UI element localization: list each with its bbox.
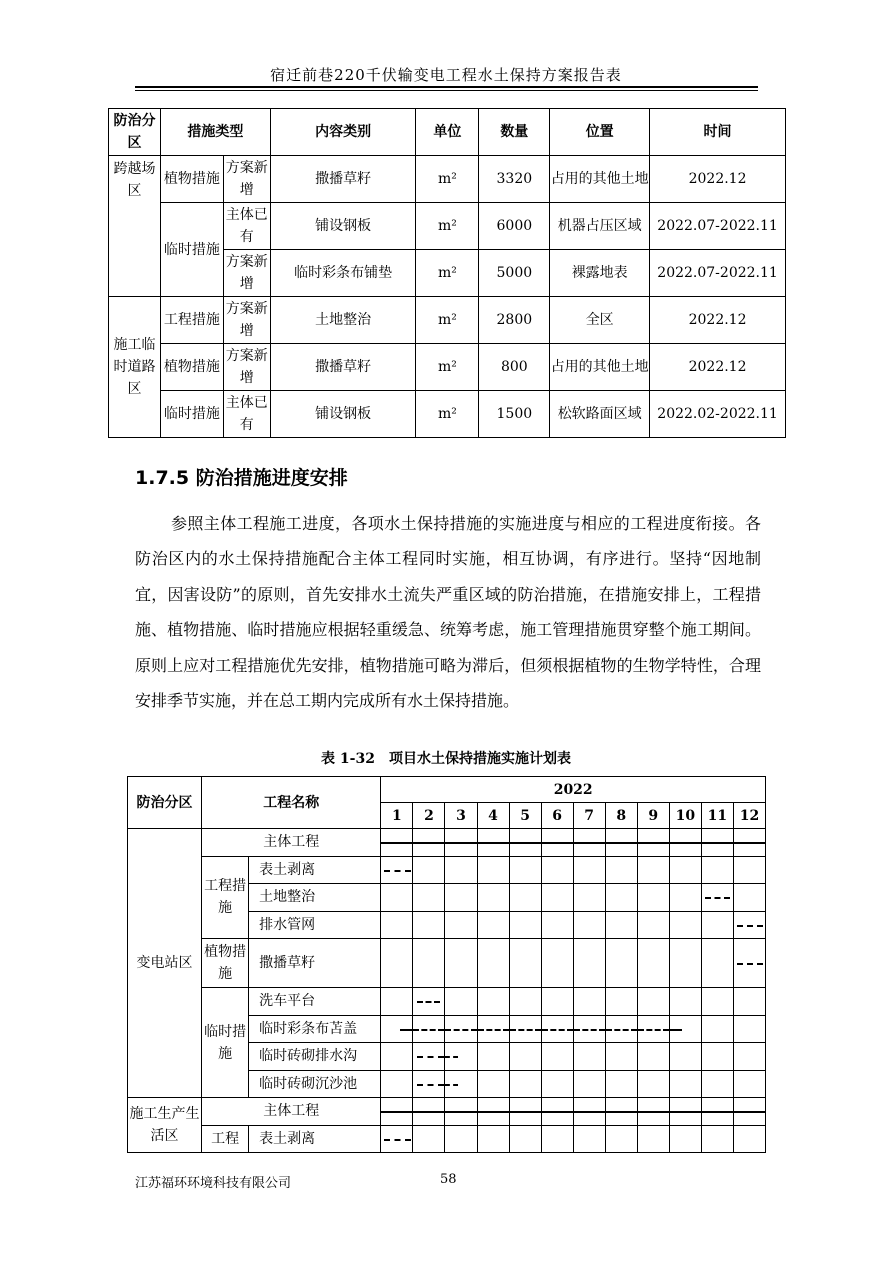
month-cell <box>541 1125 573 1153</box>
month-cell <box>381 1015 413 1043</box>
month-cell <box>669 856 701 884</box>
schedule-bar-solid <box>702 1111 733 1113</box>
content-cell: 土地整治 <box>270 297 416 344</box>
qty-cell: 5000 <box>479 250 550 297</box>
month-cell <box>541 829 573 857</box>
schedule-bar-dashed <box>737 963 763 965</box>
schedule-bar-solid <box>734 1111 765 1113</box>
month-header: 10 <box>669 803 701 829</box>
month-header: 5 <box>509 803 541 829</box>
month-cell <box>573 1043 605 1071</box>
schedule-bar-dashed <box>445 1029 476 1031</box>
month-cell <box>573 884 605 912</box>
time-cell: 2022.02-2022.11 <box>650 391 786 438</box>
month-cell <box>413 1125 445 1153</box>
month-cell <box>605 1043 637 1071</box>
task-name-cell: 主体工程 <box>202 1098 381 1126</box>
month-cell <box>605 1070 637 1098</box>
month-cell <box>477 1125 509 1153</box>
schedule-bar-solid <box>445 842 476 844</box>
month-cell <box>605 911 637 939</box>
schedule-bar-dashed <box>384 870 410 872</box>
month-cell <box>413 1070 445 1098</box>
month-cell <box>669 884 701 912</box>
month-cell <box>669 1098 701 1126</box>
section-heading: 1.7.5 防治措施进度安排 <box>135 467 348 489</box>
month-cell <box>733 884 765 912</box>
month-cell <box>573 856 605 884</box>
schedule-bar-dashed <box>737 925 763 927</box>
month-header: 6 <box>541 803 573 829</box>
month-cell <box>413 1098 445 1126</box>
task-name-cell: 撒播草籽 <box>249 939 381 988</box>
month-cell <box>669 1125 701 1153</box>
month-cell <box>413 1043 445 1071</box>
month-header: 2 <box>413 803 445 829</box>
header-cell: 时间 <box>650 109 786 156</box>
schedule-bar-solid <box>445 1111 476 1113</box>
type-cell: 临时措施 <box>160 203 223 297</box>
schedule-row <box>128 856 766 884</box>
month-header: 1 <box>381 803 413 829</box>
task-name-cell: 临时砖砌沉沙池 <box>249 1070 381 1098</box>
type-cell: 植物措施 <box>160 344 223 391</box>
month-cell <box>701 1043 733 1071</box>
schedule-bar-dashed <box>638 1029 669 1031</box>
month-header: 7 <box>573 803 605 829</box>
month-cell <box>637 856 669 884</box>
sub-cell: 方案新增 <box>223 156 270 203</box>
schedule-bar-dashed <box>417 1084 445 1086</box>
header-cell: 数量 <box>479 109 550 156</box>
month-cell <box>413 1015 445 1043</box>
schedule-bar-solid <box>381 842 412 844</box>
month-cell <box>701 1125 733 1153</box>
header-cell: 防治分区 <box>109 109 161 156</box>
month-cell <box>573 829 605 857</box>
month-cell <box>413 911 445 939</box>
month-cell <box>509 829 541 857</box>
month-cell <box>669 1015 701 1043</box>
unit-cell: m² <box>416 250 479 297</box>
schedule-bar-solid <box>670 842 701 844</box>
schedule-bar-solid <box>574 1111 605 1113</box>
unit-cell: m² <box>416 297 479 344</box>
month-cell <box>733 1043 765 1071</box>
table-row <box>109 297 786 344</box>
month-cell <box>381 1043 413 1071</box>
month-cell <box>669 1070 701 1098</box>
month-cell <box>637 988 669 1016</box>
unit-cell: m² <box>416 344 479 391</box>
schedule-row <box>128 1125 766 1153</box>
month-cell <box>637 939 669 988</box>
loc-cell: 松软路面区域 <box>550 391 650 438</box>
month-cell <box>541 911 573 939</box>
task-name-cell: 临时彩条布苫盖 <box>249 1015 381 1043</box>
month-cell <box>477 939 509 988</box>
time-cell: 2022.07-2022.11 <box>650 203 786 250</box>
zone-cell: 变电站区 <box>128 829 202 1098</box>
qty-cell: 1500 <box>479 391 550 438</box>
month-header: 8 <box>605 803 637 829</box>
month-cell <box>477 884 509 912</box>
group-cell: 工程措施 <box>202 856 249 939</box>
table-row <box>109 391 786 438</box>
loc-cell: 裸露地表 <box>550 250 650 297</box>
month-cell <box>413 856 445 884</box>
month-cell <box>605 1125 637 1153</box>
month-cell <box>509 939 541 988</box>
zone-header: 防治分区 <box>128 777 202 829</box>
page-header-title: 宿迁前巷220千伏输变电工程水土保持方案报告表 <box>270 66 622 84</box>
month-cell <box>445 911 477 939</box>
month-cell <box>637 1015 669 1043</box>
month-cell <box>413 939 445 988</box>
schedule-bar-solid <box>381 1111 412 1113</box>
schedule-bar-solid <box>510 842 541 844</box>
month-cell <box>477 829 509 857</box>
month-cell <box>541 856 573 884</box>
month-cell <box>509 1043 541 1071</box>
month-cell <box>733 829 765 857</box>
month-cell <box>733 1125 765 1153</box>
month-cell <box>541 988 573 1016</box>
schedule-bar-solid <box>542 1111 573 1113</box>
schedule-bar-dashed <box>542 1029 573 1031</box>
qty-cell: 2800 <box>479 297 550 344</box>
month-cell <box>509 1070 541 1098</box>
sub-cell: 方案新增 <box>223 344 270 391</box>
month-cell <box>381 1098 413 1126</box>
task-name-cell: 主体工程 <box>202 829 381 857</box>
month-cell <box>413 988 445 1016</box>
schedule-bar-solid <box>702 842 733 844</box>
month-cell <box>637 1043 669 1071</box>
qty-cell: 800 <box>479 344 550 391</box>
body-paragraph <box>135 506 761 718</box>
table-caption: 表 1-32 项目水土保持措施实施计划表 <box>321 751 571 767</box>
month-cell <box>413 829 445 857</box>
sub-cell: 方案新增 <box>223 297 270 344</box>
schedule-bar-solid <box>413 842 444 844</box>
schedule-bar-solid <box>542 842 573 844</box>
month-cell <box>445 988 477 1016</box>
task-name-cell: 表土剥离 <box>249 1125 381 1153</box>
header-cell: 内容类别 <box>270 109 416 156</box>
schedule-bar-solid <box>478 842 509 844</box>
month-cell <box>605 829 637 857</box>
schedule-bar-dashed <box>606 1029 637 1031</box>
loc-cell: 占用的其他土地 <box>550 156 650 203</box>
month-cell <box>573 988 605 1016</box>
month-cell <box>701 1098 733 1126</box>
month-cell <box>605 939 637 988</box>
month-cell <box>701 1015 733 1043</box>
task-name-cell: 洗车平台 <box>249 988 381 1016</box>
table-row <box>109 344 786 391</box>
task-name-cell: 表土剥离 <box>249 856 381 884</box>
schedule-bar-solid <box>638 1111 669 1113</box>
zone-cell: 跨越场区 <box>109 156 161 297</box>
month-cell <box>573 911 605 939</box>
month-cell <box>381 829 413 857</box>
month-cell <box>445 1043 477 1071</box>
group-cell: 临时措施 <box>202 988 249 1098</box>
month-cell <box>701 1070 733 1098</box>
month-cell <box>445 1125 477 1153</box>
month-cell <box>669 829 701 857</box>
month-cell <box>637 1125 669 1153</box>
month-cell <box>541 1015 573 1043</box>
month-cell <box>445 856 477 884</box>
month-header: 4 <box>477 803 509 829</box>
sub-cell: 主体已有 <box>223 203 270 250</box>
month-cell <box>509 1125 541 1153</box>
month-cell <box>477 1043 509 1071</box>
month-cell <box>541 939 573 988</box>
month-cell <box>445 1070 477 1098</box>
month-cell <box>381 856 413 884</box>
month-header: 12 <box>733 803 765 829</box>
header-cell: 单位 <box>416 109 479 156</box>
content-cell: 撒播草籽 <box>270 344 416 391</box>
qty-cell: 6000 <box>479 203 550 250</box>
schedule-bar-dashed <box>400 1029 412 1031</box>
month-cell <box>477 856 509 884</box>
schedule-bar-solid <box>478 1111 509 1113</box>
schedule-row <box>128 829 766 857</box>
month-cell <box>381 884 413 912</box>
schedule-bar-dashed <box>417 1001 440 1003</box>
group-cell: 工程 <box>202 1125 249 1153</box>
month-cell <box>381 939 413 988</box>
month-cell <box>445 884 477 912</box>
content-cell: 撒播草籽 <box>270 156 416 203</box>
schedule-bar-dashed <box>510 1029 541 1031</box>
month-cell <box>573 1070 605 1098</box>
header-cell: 措施类型 <box>160 109 270 156</box>
month-cell <box>573 939 605 988</box>
schedule-bar-solid <box>413 1111 444 1113</box>
month-cell <box>733 856 765 884</box>
schedule-row <box>128 939 766 988</box>
month-cell <box>605 988 637 1016</box>
schedule-bar-dashed <box>445 1056 457 1058</box>
type-cell: 临时措施 <box>160 391 223 438</box>
month-cell <box>605 856 637 884</box>
month-cell <box>605 1098 637 1126</box>
month-header: 3 <box>445 803 477 829</box>
time-cell: 2022.07-2022.11 <box>650 250 786 297</box>
month-cell <box>509 856 541 884</box>
month-cell <box>381 1125 413 1153</box>
paragraph-text: 参照主体工程施工进度，各项水土保持措施的实施进度与相应的工程进度衔接。各防治区内的水土保持措施配合主体工程同时实施，相互协调，有序进行。坚持“因地制宜，因害设防”的原则，首先安排水土流失严重区域的防治措施，在措施安排上，工程措施、植物措施、临时措施应根据轻重缓急、统筹考虑，施工管理措施贯穿整个施工期间。原则上应对工程措施优先安排，植物措施可略为滞后，但须根据植物的生物学特性，合理安排季节实施，并在总工期内完成所有水土保持措施。 <box>135 514 761 711</box>
schedule-bar-solid <box>670 1111 701 1113</box>
month-cell <box>669 988 701 1016</box>
schedule-table <box>127 776 766 1153</box>
schedule-bar-solid <box>638 842 669 844</box>
task-name-cell: 土地整治 <box>249 884 381 912</box>
schedule-bar-solid <box>606 1111 637 1113</box>
table-row <box>109 156 786 203</box>
month-cell <box>733 1015 765 1043</box>
month-cell <box>477 911 509 939</box>
month-cell <box>381 988 413 1016</box>
time-cell: 2022.12 <box>650 156 786 203</box>
name-header: 工程名称 <box>202 777 381 829</box>
month-cell <box>509 1015 541 1043</box>
header-rule-thick <box>135 86 758 88</box>
loc-cell: 全区 <box>550 297 650 344</box>
qty-cell: 3320 <box>479 156 550 203</box>
month-cell <box>509 1098 541 1126</box>
month-cell <box>701 939 733 988</box>
schedule-bar-dashed <box>413 1029 444 1031</box>
month-header: 11 <box>701 803 733 829</box>
page-number: 58 <box>440 1172 457 1187</box>
unit-cell: m² <box>416 391 479 438</box>
month-cell <box>637 1070 669 1098</box>
month-cell <box>541 1043 573 1071</box>
year-header: 2022 <box>381 777 766 803</box>
month-cell <box>445 1098 477 1126</box>
schedule-header-row <box>128 777 766 803</box>
month-cell <box>637 829 669 857</box>
month-cell <box>701 829 733 857</box>
group-cell: 植物措施 <box>202 939 249 988</box>
month-cell <box>733 1098 765 1126</box>
month-cell <box>477 1015 509 1043</box>
table-row <box>109 203 786 250</box>
schedule-bar-dashed <box>574 1029 605 1031</box>
task-name-cell: 临时砖砌排水沟 <box>249 1043 381 1071</box>
content-cell: 铺设钢板 <box>270 391 416 438</box>
zone-cell: 施工生产生活区 <box>128 1098 202 1153</box>
loc-cell: 机器占压区域 <box>550 203 650 250</box>
sub-cell: 主体已有 <box>223 391 270 438</box>
month-cell <box>701 884 733 912</box>
month-cell <box>701 856 733 884</box>
month-cell <box>733 939 765 988</box>
month-cell <box>637 911 669 939</box>
schedule-bar-dashed <box>670 1029 682 1031</box>
month-cell <box>669 911 701 939</box>
schedule-bar-solid <box>606 842 637 844</box>
month-cell <box>509 911 541 939</box>
schedule-row <box>128 1098 766 1126</box>
schedule-row <box>128 988 766 1016</box>
month-cell <box>477 1070 509 1098</box>
zone-cell: 施工临时道路区 <box>109 297 161 438</box>
month-cell <box>477 1098 509 1126</box>
month-cell <box>669 1043 701 1071</box>
schedule-bar-solid <box>510 1111 541 1113</box>
unit-cell: m² <box>416 203 479 250</box>
schedule-bar-dashed <box>705 897 730 899</box>
month-cell <box>509 884 541 912</box>
month-cell <box>637 884 669 912</box>
time-cell: 2022.12 <box>650 344 786 391</box>
month-cell <box>573 1015 605 1043</box>
unit-cell: m² <box>416 156 479 203</box>
header-cell: 位置 <box>550 109 650 156</box>
month-cell <box>669 939 701 988</box>
schedule-bar-dashed <box>417 1056 445 1058</box>
month-cell <box>541 1070 573 1098</box>
month-cell <box>605 1015 637 1043</box>
schedule-bar-solid <box>734 842 765 844</box>
measures-table <box>108 108 786 438</box>
month-cell <box>445 939 477 988</box>
month-cell <box>605 884 637 912</box>
schedule-bar-solid <box>574 842 605 844</box>
footer-company: 江苏福环环境科技有限公司 <box>135 1176 292 1191</box>
month-cell <box>733 988 765 1016</box>
month-cell <box>541 884 573 912</box>
content-cell: 铺设钢板 <box>270 203 416 250</box>
header-rule-thin <box>135 90 758 91</box>
month-cell <box>477 988 509 1016</box>
schedule-bar-dashed <box>445 1084 457 1086</box>
month-cell <box>413 884 445 912</box>
time-cell: 2022.12 <box>650 297 786 344</box>
content-cell: 临时彩条布铺垫 <box>270 250 416 297</box>
schedule-bar-dashed <box>384 1139 410 1141</box>
type-cell: 工程措施 <box>160 297 223 344</box>
month-header: 9 <box>637 803 669 829</box>
task-name-cell: 排水管网 <box>249 911 381 939</box>
month-cell <box>637 1098 669 1126</box>
month-cell <box>445 829 477 857</box>
month-cell <box>381 911 413 939</box>
month-cell <box>701 988 733 1016</box>
month-cell <box>381 1070 413 1098</box>
type-cell: 植物措施 <box>160 156 223 203</box>
sub-cell: 方案新增 <box>223 250 270 297</box>
month-cell <box>509 988 541 1016</box>
month-cell <box>573 1125 605 1153</box>
schedule-bar-dashed <box>478 1029 509 1031</box>
month-cell <box>445 1015 477 1043</box>
month-cell <box>733 1070 765 1098</box>
month-cell <box>541 1098 573 1126</box>
loc-cell: 占用的其他土地 <box>550 344 650 391</box>
table-header-row <box>109 109 786 156</box>
month-cell <box>733 911 765 939</box>
month-cell <box>701 911 733 939</box>
month-cell <box>573 1098 605 1126</box>
